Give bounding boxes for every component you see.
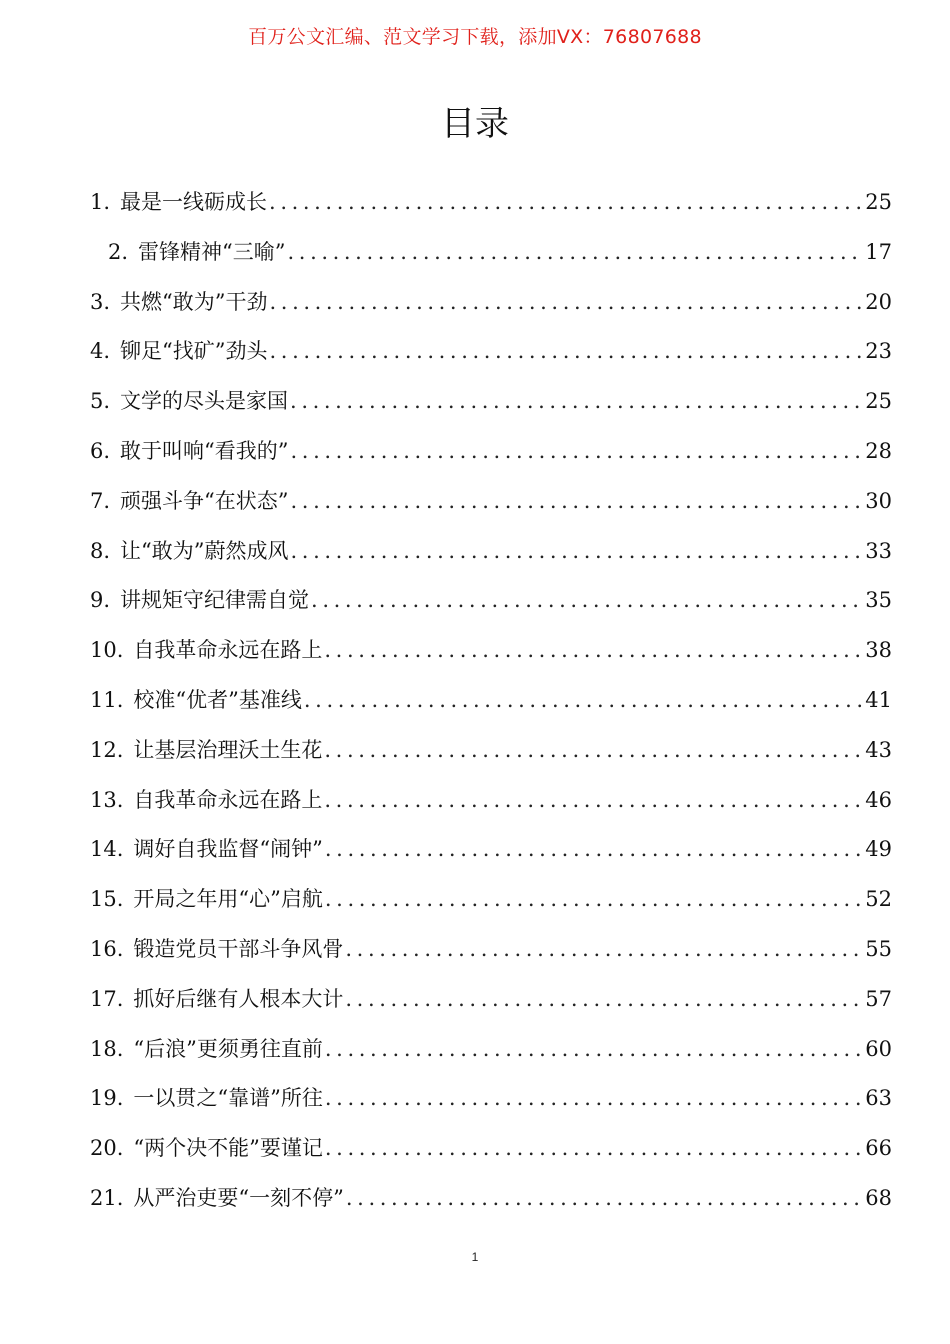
- toc-entry[interactable]: [90, 485, 892, 535]
- toc-entry-number: 21.: [90, 1185, 124, 1210]
- toc-entry-number: 20.: [90, 1136, 124, 1161]
- dot-leader: [345, 937, 863, 961]
- toc-entry-number: 13.: [90, 787, 124, 812]
- toc-entry-title: 从严治吏要“一刻不停”: [133, 1185, 344, 1210]
- toc-entry[interactable]: [90, 684, 892, 734]
- toc-entry[interactable]: [90, 1132, 892, 1182]
- toc-entry[interactable]: [90, 335, 892, 385]
- dot-leader: [346, 1186, 863, 1210]
- toc-entry-number: 11.: [90, 687, 124, 712]
- toc-entry-title: 雷锋精神“三喻”: [138, 239, 286, 264]
- toc-entry[interactable]: [90, 883, 892, 933]
- dot-leader: [325, 1037, 863, 1061]
- toc-entry-page: 23: [865, 339, 892, 364]
- page-title: 目录: [441, 104, 509, 144]
- toc-entry-page: 60: [865, 1036, 892, 1061]
- toc-entry-number: 18.: [90, 1036, 124, 1061]
- toc-entry-title: 让基层治理沃土生花: [133, 737, 323, 762]
- toc-entry-number: 12.: [90, 737, 124, 762]
- dot-leader: [311, 588, 863, 612]
- toc-entry-title: 校准“优者”基准线: [133, 687, 302, 712]
- toc-entry-number: 15.: [90, 887, 124, 912]
- dot-leader: [324, 738, 863, 762]
- dot-leader: [324, 788, 863, 812]
- toc-entry-page: 17: [865, 239, 892, 264]
- toc-entry[interactable]: [90, 236, 892, 286]
- toc-entry[interactable]: [90, 833, 892, 883]
- toc-entry-title: 顽强斗争“在状态”: [120, 488, 289, 513]
- toc-entry-number: 3.: [90, 289, 111, 314]
- toc-entry-page: 30: [865, 488, 892, 513]
- toc-entry-number: 2.: [108, 239, 129, 264]
- toc-entry-number: 16.: [90, 936, 124, 961]
- toc-entry-title: 抓好后继有人根本大计: [133, 986, 344, 1011]
- toc-list: [90, 186, 892, 1232]
- toc-entry-page: 43: [865, 737, 892, 762]
- toc-entry-page: 49: [865, 837, 892, 862]
- toc-entry[interactable]: [90, 734, 892, 784]
- toc-entry-number: 9.: [90, 588, 111, 613]
- toc-entry-title: 最是一线砺成长: [120, 190, 268, 214]
- toc-entry-title: 讲规矩守纪律需自觉: [120, 588, 310, 613]
- toc-entry[interactable]: [90, 983, 892, 1033]
- dot-leader: [325, 1086, 863, 1110]
- toc-entry-title: 开局之年用“心”启航: [133, 887, 323, 912]
- toc-entry-page: 28: [865, 438, 892, 463]
- toc-entry-title: 敢于叫响“看我的”: [120, 438, 289, 463]
- toc-entry-number: 7.: [90, 488, 111, 513]
- toc-entry-page: 25: [865, 389, 892, 414]
- toc-entry-number: 17.: [90, 986, 124, 1011]
- dot-leader: [288, 240, 864, 264]
- toc-entry-page: 38: [865, 638, 892, 663]
- toc-entry[interactable]: [90, 1082, 892, 1132]
- header-note: 百万公文汇编、范文学习下载，添加VX：76807688: [248, 26, 702, 48]
- toc-entry-title: “两个决不能”要谨记: [133, 1136, 323, 1161]
- toc-entry[interactable]: [90, 535, 892, 585]
- dot-leader: [291, 439, 864, 463]
- toc-entry-page: 33: [865, 538, 892, 563]
- toc-entry[interactable]: [90, 1182, 892, 1232]
- toc-entry-title: 文学的尽头是家国: [120, 389, 289, 414]
- toc-entry-page: 25: [865, 190, 892, 214]
- toc-entry-title: 一以贯之“靠谱”所往: [133, 1086, 323, 1111]
- toc-entry-page: 57: [865, 986, 892, 1011]
- dot-leader: [291, 489, 864, 513]
- dot-leader: [325, 837, 863, 861]
- toc-entry[interactable]: [90, 584, 892, 634]
- toc-entry-page: 55: [865, 936, 892, 961]
- toc-entry-title: 自我革命永远在路上: [133, 638, 323, 663]
- toc-entry-number: 1.: [90, 190, 111, 214]
- toc-entry-page: 20: [865, 289, 892, 314]
- toc-entry-title: 自我革命永远在路上: [133, 787, 323, 812]
- toc-entry-page: 41: [865, 687, 892, 712]
- toc-entry-number: 5.: [90, 389, 111, 414]
- toc-entry[interactable]: [90, 784, 892, 834]
- toc-entry-title: 锻造党员干部斗争风骨: [133, 936, 344, 961]
- toc-entry[interactable]: [90, 1033, 892, 1083]
- dot-leader: [269, 190, 863, 214]
- toc-entry-title: 铆足“找矿”劲头: [120, 339, 268, 364]
- toc-entry[interactable]: [90, 435, 892, 485]
- dot-leader: [325, 887, 863, 911]
- dot-leader: [325, 1136, 863, 1160]
- toc-entry[interactable]: [90, 385, 892, 435]
- toc-entry-number: 10.: [90, 638, 124, 663]
- toc-entry-number: 6.: [90, 438, 111, 463]
- toc-entry-title: 让“敢为”蔚然成风: [120, 538, 289, 563]
- toc-entry-title: “后浪”更须勇往直前: [133, 1036, 323, 1061]
- toc-entry-page: 46: [865, 787, 892, 812]
- dot-leader: [345, 987, 863, 1011]
- dot-leader: [324, 638, 863, 662]
- toc-entry-page: 63: [865, 1086, 892, 1111]
- toc-entry-number: 4.: [90, 339, 111, 364]
- toc-entry-page: 52: [865, 887, 892, 912]
- toc-entry-page: 35: [865, 588, 892, 613]
- toc-entry-title: 共燃“敢为”干劲: [120, 289, 268, 314]
- toc-entry-number: 8.: [90, 538, 111, 563]
- toc-entry-title: 调好自我监督“闹钟”: [133, 837, 323, 862]
- toc-entry[interactable]: [90, 634, 892, 684]
- page-number: 1: [471, 1250, 479, 1264]
- dot-leader: [291, 539, 864, 563]
- dot-leader: [270, 339, 864, 363]
- dot-leader: [290, 389, 863, 413]
- toc-entry-page: 66: [865, 1136, 892, 1161]
- toc-entry-page: 68: [865, 1185, 892, 1210]
- toc-entry[interactable]: [90, 286, 892, 336]
- toc-entry[interactable]: [90, 933, 892, 983]
- toc-entry-number: 19.: [90, 1086, 124, 1111]
- dot-leader: [270, 290, 864, 314]
- toc-entry-number: 14.: [90, 837, 124, 862]
- toc-entry[interactable]: [90, 186, 892, 236]
- dot-leader: [304, 688, 863, 712]
